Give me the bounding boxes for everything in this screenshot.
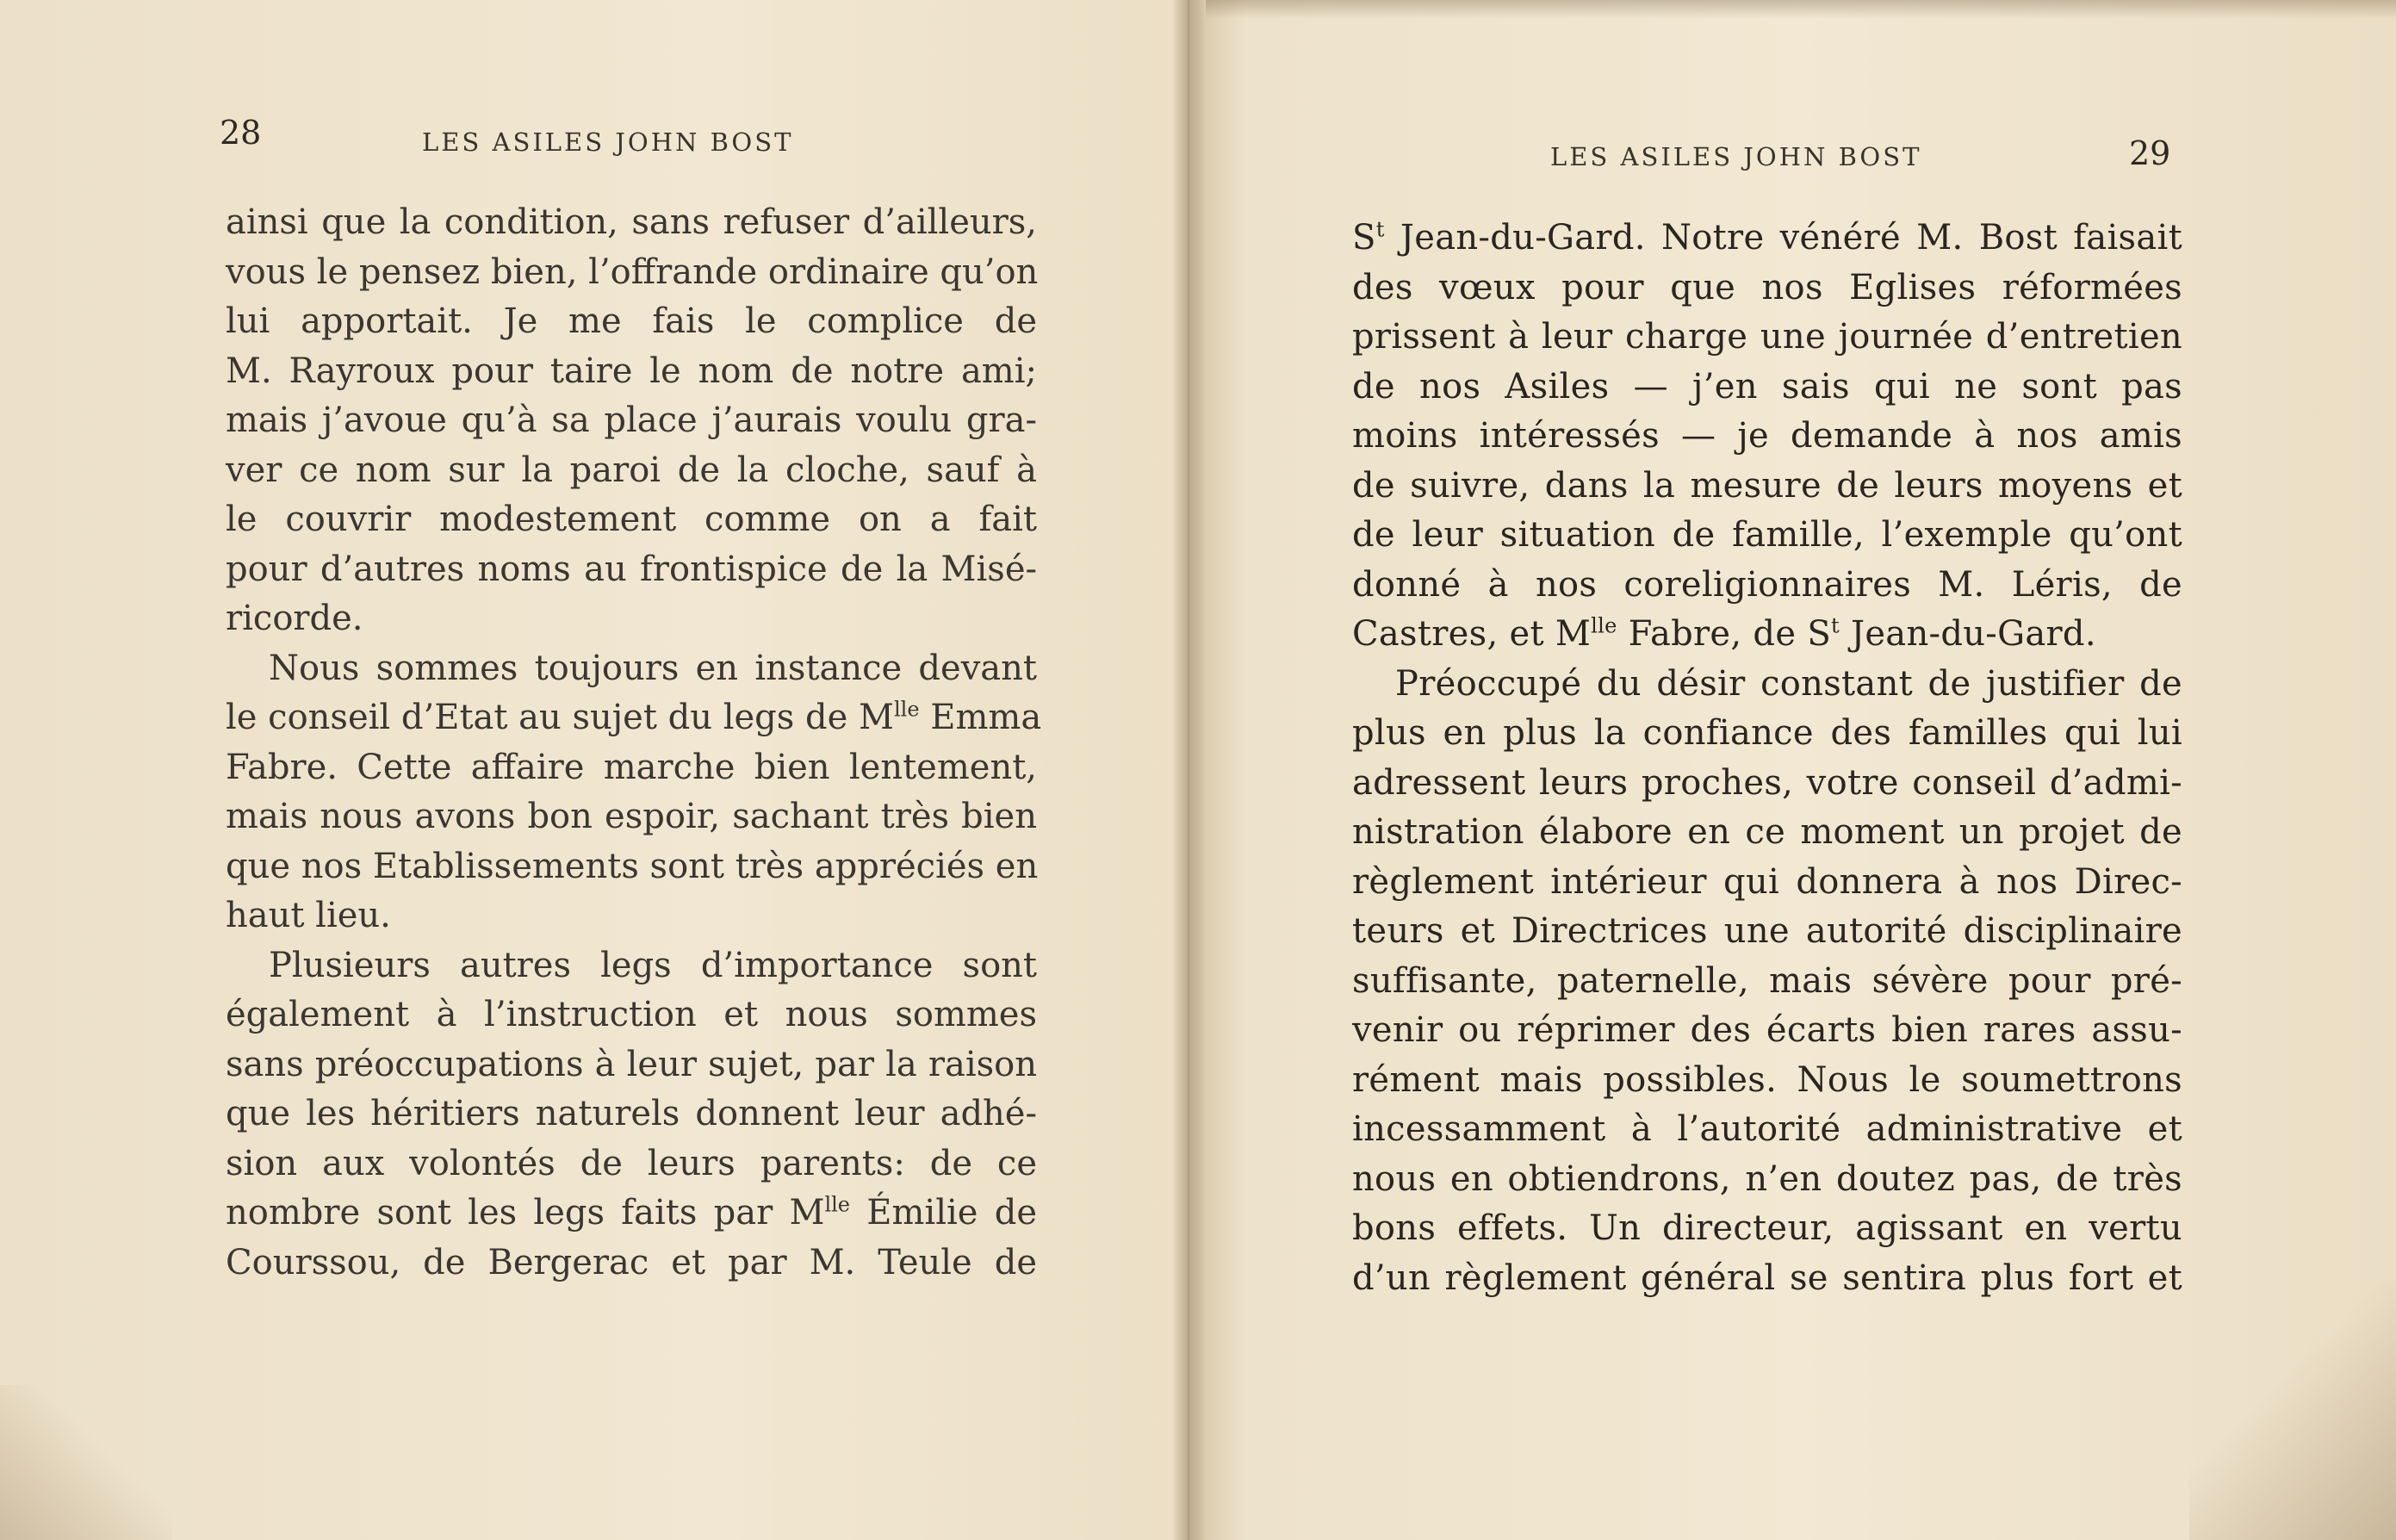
running-head: LES ASILES JOHN BOST — [1550, 142, 1922, 171]
text-line: nous en obtiendrons, n’en doutez pas, de très — [1352, 1158, 2182, 1199]
text-line: mais nous avons bon espoir, sachant très bien — [226, 797, 1037, 836]
body-text — [226, 198, 1042, 1288]
text-line: incessamment à l’autorité administrative et — [1352, 1109, 2182, 1149]
text-line: le conseil d’Etat au sujet du legs de $M^{lle}$ Emma — [226, 697, 1042, 737]
text-line: également à l’instruction et nous sommes — [226, 995, 1037, 1034]
text-line: pour d’autres noms au frontispice de la Misé- — [226, 549, 1037, 589]
text-line: moins intéressés — je demande à nos amis — [1352, 416, 2182, 456]
text-line: des vœux pour que nos Eglises réformées — [1352, 267, 2182, 307]
text-line: de nos Asiles — j’en sais qui ne sont pas — [1352, 366, 2182, 407]
text-line: que les héritiers naturels donnent leur adhé- — [226, 1094, 1037, 1133]
text-line: ver ce nom sur la paroi de la cloche, sauf à — [226, 450, 1037, 490]
left-page — [0, 0, 1180, 1540]
text-line: $S^t$ Jean-du-Gard. Notre vénéré M. Bost faisait — [1352, 217, 2182, 258]
text-line: M. Rayroux pour taire le nom de notre ami; — [226, 351, 1037, 391]
text-line: de leur situation de famille, l’exemple qu’ont — [1352, 515, 2182, 555]
text-line: bons effets. Un directeur, agissant en vertu — [1352, 1208, 2182, 1248]
text-line: plus en plus la confiance des familles qui lui — [1352, 713, 2182, 753]
text-line: Plusieurs autres legs d’importance sont — [269, 945, 1037, 985]
text-line: donné à nos coreligionnaires M. Léris, de — [1352, 564, 2182, 605]
page-number: 29 — [2129, 134, 2171, 172]
text-line: ainsi que la condition, sans refuser d’ailleurs, — [226, 202, 1037, 242]
text-line: règlement intérieur qui donnera à nos Direc- — [1352, 861, 2182, 902]
right-page — [1206, 0, 2396, 1540]
text-line: lui apportait. Je me fais le complice de — [226, 301, 1037, 341]
text-line: Préoccupé du désir constant de justifier de — [1395, 663, 2182, 704]
text-line: Castres, et $M^{lle}$ Fabre, de $S^t$ Jean-du-Gard. — [1352, 613, 2096, 654]
text-line: vous le pensez bien, l’offrande ordinaire qu’on — [226, 251, 1039, 292]
text-line: nistration élabore en ce moment un projet de — [1352, 812, 2182, 852]
text-line: adressent leurs proches, votre conseil d’admi- — [1352, 762, 2182, 803]
text-line: rément mais possibles. Nous le soumettrons — [1352, 1059, 2182, 1100]
text-line: mais j’avoue qu’à sa place j’aurais voulu gra- — [226, 401, 1037, 440]
text-line: sion aux volontés de leurs parents: de ce — [226, 1143, 1037, 1183]
text-line: nombre sont les legs faits par $M^{lle}$ Émilie de — [226, 1192, 1038, 1233]
body-text — [1352, 214, 2182, 1303]
text-line: Nous sommes toujours en instance devant — [269, 648, 1037, 688]
text-line: le couvrir modestement comme on a fait — [226, 500, 1037, 539]
text-line: ricorde. — [226, 599, 363, 638]
text-line: que nos Etablissements sont très appréciés en — [226, 846, 1039, 886]
text-line: d’un règlement général se sentira plus fort et — [1352, 1257, 2182, 1298]
text-line: venir ou réprimer des écarts bien rares assu- — [1352, 1010, 2182, 1050]
text-line: prissent à leur charge une journée d’entretien — [1352, 317, 2182, 357]
text-line: suffisante, paternelle, mais sévère pour pré- — [1352, 960, 2182, 1001]
text-line: Fabre. Cette affaire marche bien lentement, — [226, 747, 1037, 787]
text-line: haut lieu. — [226, 896, 391, 935]
text-line: sans préoccupations à leur sujet, par la raison — [226, 1044, 1037, 1084]
text-line: de suivre, dans la mesure de leurs moyens et — [1352, 465, 2182, 506]
running-head: LES ASILES JOHN BOST — [422, 127, 794, 157]
text-line: Courssou, de Bergerac et par M. Teule de — [226, 1242, 1037, 1282]
text-line: teurs et Directrices une autorité disciplinaire — [1352, 911, 2182, 951]
page-number: 28 — [220, 114, 262, 152]
